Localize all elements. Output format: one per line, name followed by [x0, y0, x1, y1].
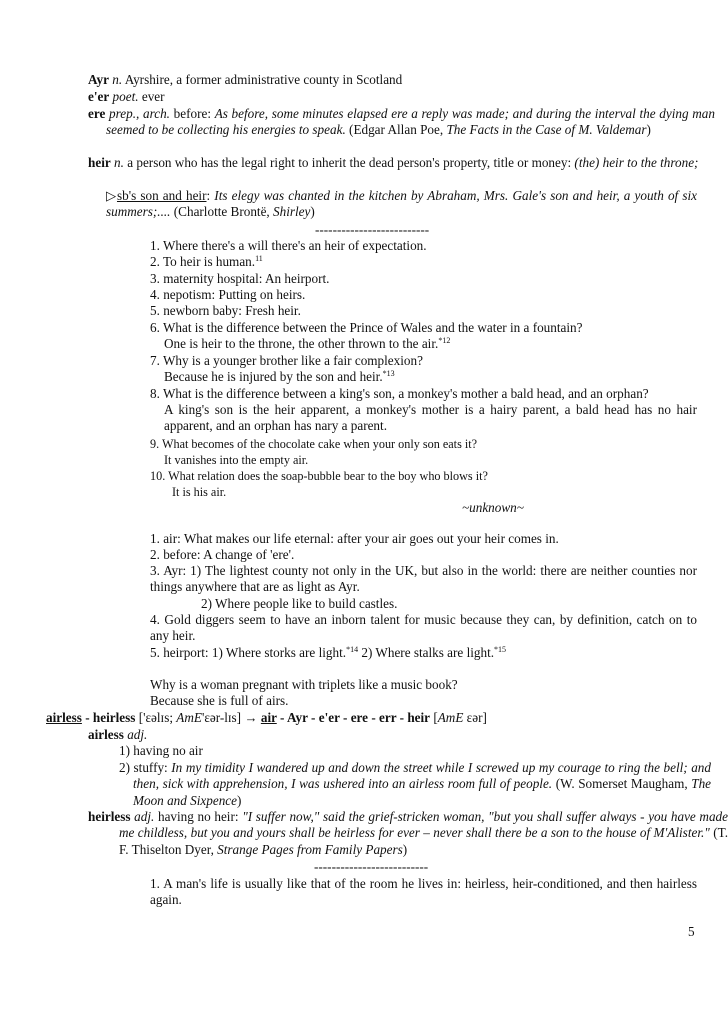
riddle-6-answer: One is heir to the throne, the other thrown to the air.$^{*12}$ — [164, 336, 451, 351]
source: (T. F. Thiselton Dyer, Strange Pages from Family Papers) — [119, 825, 728, 857]
riddle-6: 6. What is the difference between the Prince of Wales and the water in a fountain? — [150, 320, 583, 335]
riddle-9-answer: It vanishes into the empty air. — [164, 453, 309, 467]
part-of-speech: adj. — [127, 727, 148, 742]
part-of-speech: n. — [114, 155, 124, 170]
riddle-7-answer: Because he is injured by the son and heir.$^{*13}$ — [164, 369, 395, 384]
source: (Edgar Allan Poe, The Facts in the Case of M. Valdemar) — [349, 122, 651, 138]
word-chain-heading: airless - heirless ['ɛəlɪs; AmE'ɛər-lɪs] → air - Ayr - e'er - ere - err - heir [AmE ɛər] — [46, 710, 487, 725]
pun-3: 3. Ayr: 1) The lightest county not only in the UK, but also in the world: there are neither counties nor things anywhere that are as light as Ayr. — [150, 563, 697, 595]
riddle-8: 8. What is the difference between a king's son, a monkey's mother a bald head, and an orphan? — [150, 386, 649, 401]
entry-heir — [88, 155, 715, 171]
riddle-10-answer: It is his air. — [172, 485, 227, 499]
arrow-icon: → — [241, 710, 261, 725]
heading-heirless: heirless — [92, 710, 136, 725]
phrase-marker: ▷ — [106, 188, 117, 203]
entry-airless — [88, 727, 147, 743]
riddle-10: 10. What relation does the soap-bubble bear to the boy who blows it? — [150, 469, 488, 483]
page-number: 5 — [688, 924, 695, 939]
riddle-1: 1. Where there's a will there's an heir of expectation. — [150, 238, 427, 253]
riddle-2: 2. To heir is human.$^{11}$ — [150, 254, 263, 269]
riddle-4: 4. nepotism: Putting on heirs. — [150, 287, 306, 302]
definition: ever — [141, 89, 165, 104]
separator: -------------------------- — [315, 222, 430, 237]
final-pun: 1. A man's life is usually like that of the room he lives in: heirless, heir-conditioned, and then hairless again. — [150, 876, 697, 908]
definition: Ayrshire, a former administrative county in Scotland — [124, 72, 403, 87]
headword: Ayr — [88, 72, 109, 87]
attribution: ~unknown~ — [462, 500, 524, 515]
entry-ayr — [88, 72, 402, 88]
riddle-final-question: Why is a woman pregnant with triplets like a music book? — [150, 677, 458, 692]
airless-sense-2: 2) stuffy: In my timidity I wandered up and down the street while I screwed up my courage to ring the bell; and then, sick with apprehension, I was ushered into an airless room full of people. (W. Somerset Maugham, The Moon and Sixpence) — [119, 760, 712, 808]
part-of-speech: poet. — [112, 89, 139, 104]
riddle-7: 7. Why is a younger brother like a fair complexion? — [150, 353, 423, 368]
entry-heirless — [88, 809, 728, 858]
phrase: sb's son and heir — [116, 188, 207, 203]
headword: ere — [88, 106, 106, 121]
headword: heirless — [88, 809, 131, 824]
quotation: In my timidity I wandered up and down the street while I screwed up my courage to ring the bell; and then, sick with apprehension, I was ushered into an airless room full of people. — [133, 760, 711, 792]
pun-1: 1. air: What makes our life eternal: after your air goes out your heir comes in. — [150, 531, 559, 546]
heir-phrase: ▷sb's son and heir: Its elegy was chanted in the kitchen by Abraham, Mrs. Gale's son and heir, a youth of six summers;.... (Charlotte Brontë, Shirley) — [106, 188, 697, 220]
headword: airless — [88, 727, 124, 742]
riddle-final-answer: Because she is full of airs. — [150, 693, 289, 708]
quotation: Its elegy was chanted in the kitchen by Abraham, Mrs. Gale's son and heir, a youth of six summers;.... — [106, 188, 697, 220]
pun-5: 5. heirport: 1) Where storks are light.$^{*14}$ 2) Where stalks are light.$^{*15}$ — [150, 645, 507, 660]
riddle-9: 9. What becomes of the chocolate cake when your only son eats it? — [150, 437, 478, 451]
headword: e'er — [88, 89, 110, 104]
airless-sense-1: 1) having no air — [119, 743, 203, 758]
source: (Charlotte Brontë, Shirley) — [173, 204, 315, 220]
part-of-speech: n. — [112, 72, 123, 87]
quotation: As before, some minutes elapsed ere a reply was made; and during the interval the dying man seemed to be collecting his energies to speak. — [106, 106, 715, 138]
separator-2: -------------------------- — [314, 859, 429, 874]
source: (W. Somerset Maugham, The Moon and Sixpence) — [133, 776, 712, 808]
headword: heir — [88, 155, 111, 170]
example: (the) heir to the throne; — [574, 155, 699, 170]
pun-2: 2. before: A change of 'ere'. — [150, 547, 295, 562]
part-of-speech: prep., arch. — [109, 106, 170, 121]
definition: a person who has the legal right to inherit the dead person's property, title or money: — [127, 155, 572, 170]
pun-3-sub: 2) Where people like to build castles. — [201, 596, 398, 611]
heading-air: air — [260, 710, 277, 725]
pun-4: 4. Gold diggers seem to have an inborn talent for music because they can, by definition, catch on to any heir. — [150, 612, 697, 644]
entry-ere — [88, 106, 715, 139]
heading-airless: airless — [46, 710, 82, 725]
riddle-3: 3. maternity hospital: An heirport. — [150, 271, 330, 286]
riddle-5: 5. newborn baby: Fresh heir. — [150, 303, 301, 318]
riddle-8-answer: A king's son is the heir apparent, a monkey's mother is a hairy parent, a bald head has no hair apparent, and an orphan has nary a parent. — [164, 402, 697, 434]
part-of-speech: adj. — [134, 809, 155, 824]
definition: before: — [173, 106, 211, 121]
quotation: "I suffer now," said the grief-stricken woman, "but you shall suffer always - you have made me childless, but you and yours shall be heirless for ever – never shall there be a son to the house of M'Alister." — [119, 809, 728, 841]
definition: having no heir: — [157, 809, 239, 824]
entry-eer — [88, 89, 165, 105]
